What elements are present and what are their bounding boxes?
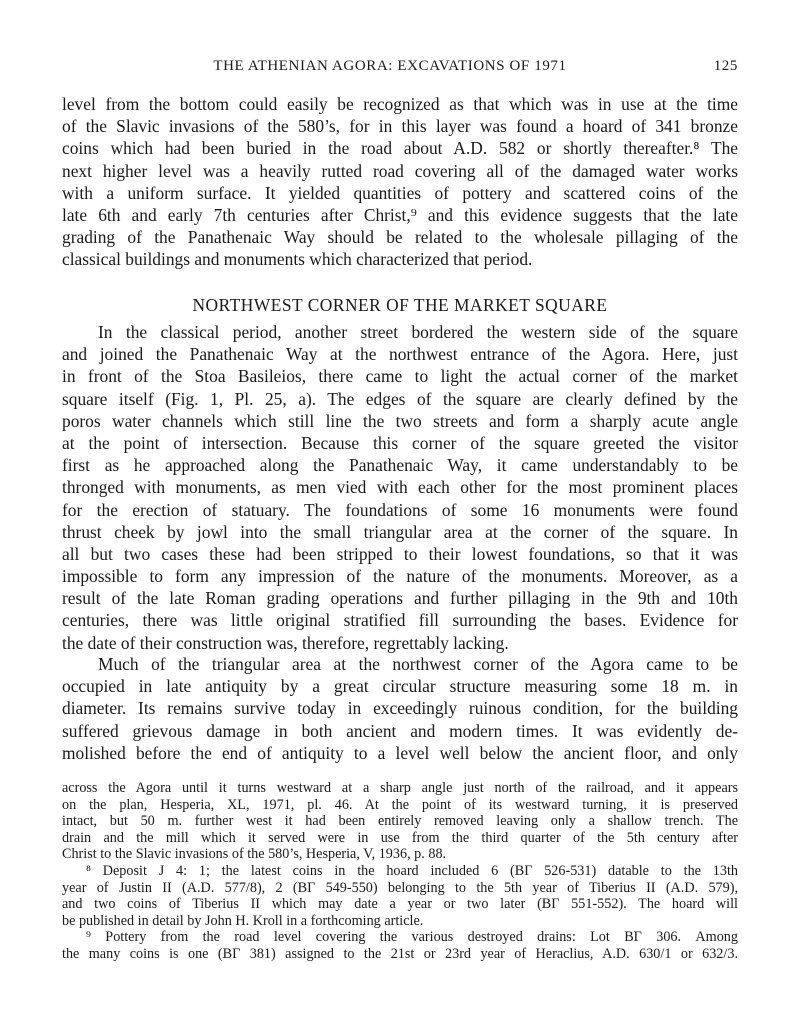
footnotes [62,780,738,963]
paragraph-northwest-corner [62,321,738,654]
text-line: thrust cheek by jowl into the small triangular area at the corner of the square. In [62,521,738,542]
footnote-line: drain and the mill which it served were in use from the third quarter of the 5th century after [62,829,738,846]
page-number: 125 [713,58,738,74]
text-line: centuries, there was little original stratified fill surrounding the bases. Evidence for [62,610,738,631]
footnote-line: across the Agora until it turns westward at a sharp angle just north of the railroad, and it appears [62,780,738,796]
text-line: impossible to form any impression of the nature of the monuments. Moreover, as a [62,566,738,587]
text-line: in front of the Stoa Basileios, there came to light the actual corner of the market [62,366,738,387]
paragraph-panathenaic-way [62,93,738,271]
text-line: next higher level was a heavily rutted road covering all of the damaged water works [62,160,738,181]
text-line: diameter. Its remains survive today in exceedingly ruinous condition, for the building [62,698,738,719]
paragraph-circular-structure [62,653,738,764]
footnote-line: on the plan, Hesperia, XL, 1971, pl. 46. At the point of its westward turning, it is preserved [62,796,738,813]
footnote-line: year of Justin II (A.D. 577/8), 2 (ΒΓ 549-550) belonging to the 5th year of Tiberius II (A.D. 579), [62,879,738,896]
text-line: suffered grievous damage in both ancient and modern times. It was evidently de- [62,720,738,741]
section-heading: NORTHWEST CORNER OF THE MARKET SQUARE [192,295,608,315]
text-line: thronged with monuments, as men vied with each other for the most prominent places [62,477,738,498]
text-line: classical buildings and monuments which characterized that period. [62,249,533,270]
text-line: Much of the triangular area at the northwest corner of the Agora came to be [98,654,738,674]
text-line: molished before the end of antiquity to a level well below the ancient floor, and only [62,742,738,763]
running-title: THE ATHENIAN AGORA: EXCAVATIONS OF 1971 [213,58,567,74]
text-line: first as he approached along the Panathenaic Way, it came understandably to be [62,455,738,476]
footnote-line: be published in detail by John H. Kroll in a forthcoming article. [62,912,424,929]
footnote-line: Christ to the Slavic invasions of the 580’s, Hesperia, V, 1936, p. 88. [62,846,447,863]
text-line: level from the bottom could easily be recognized as that which was in use at the time [62,94,738,114]
text-line: square itself (Fig. 1, Pl. 25, a). The edges of the square are clearly defined by the [62,388,738,409]
footnote-8: ⁸ Deposit J 4: 1; the latest coins in the hoard included 6 (ΒΓ 526-531) datable to the 13th [86,862,738,879]
text-line: at the point of intersection. Because this corner of the square greeted the visitor [62,432,738,453]
text-line: poros water channels which still line the two streets and form a sharply acute angle [62,410,738,431]
footnote-line: and two coins of Tiberius II which may date a year or two later (ΒΓ 551-552). The hoard will [62,896,738,913]
text-line: of the Slavic invasions of the 580’s, for in this layer was found a hoard of 341 bronze [62,116,738,137]
text-line: result of the late Roman grading operations and further pillaging in the 9th and 10th [62,588,738,609]
text-line: late 6th and early 7th centuries after Christ,⁹ and this evidence suggests that the late [62,204,738,225]
text-line: grading of the Panathenaic Way should be related to the wholesale pillaging of the [62,227,738,248]
footnote-9: ⁹ Pottery from the road level covering the various destroyed drains: Lot ΒΓ 306. Among [86,929,738,946]
footnote-line: intact, but 50 m. further west it had been entirely removed leaving only a shallow trench. The [62,813,738,830]
footnote-line: the many coins is one (ΒΓ 381) assigned to the 21st or 23rd year of Heraclius, A.D. 630/1 or 632/3. [62,945,738,962]
text-line: with a uniform surface. It yielded quantities of pottery and scattered coins of the [62,182,738,203]
running-head [62,58,738,80]
text-line: and joined the Panathenaic Way at the northwest entrance of the Agora. Here, just [62,344,738,365]
text-line: coins which had been buried in the road about A.D. 582 or shortly thereafter.⁸ The [62,138,738,159]
text-line: all but two cases these had been stripped to their lowest foundations, so that it was [62,543,738,564]
text-line: In the classical period, another street bordered the western side of the square [98,322,738,342]
text-line: occupied in late antiquity by a great circular structure measuring some 18 m. in [62,676,738,697]
text-line: the date of their construction was, therefore, regrettably lacking. [62,632,509,653]
text-line: for the erection of statuary. The foundations of some 16 monuments were found [62,499,738,520]
